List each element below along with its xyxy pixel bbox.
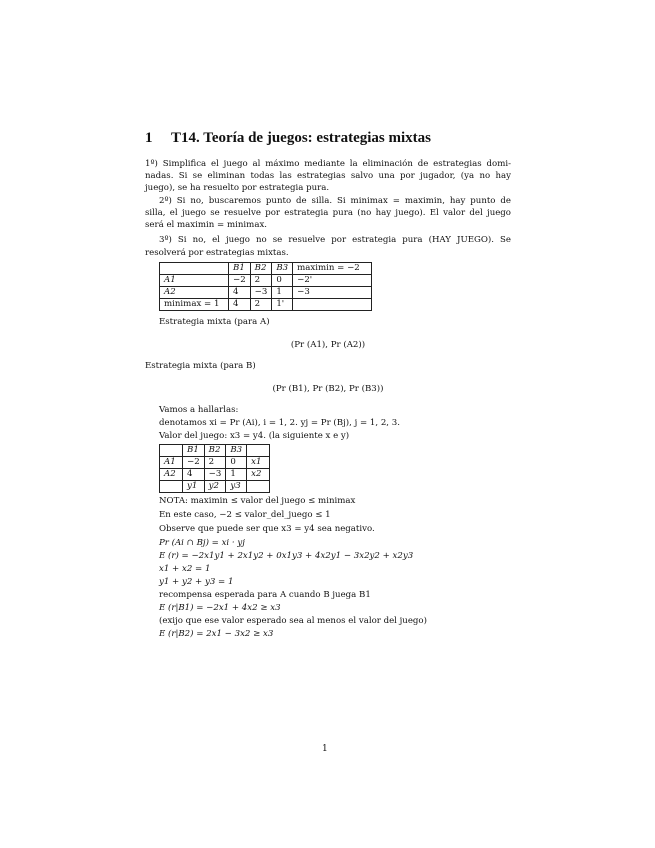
text-line: x1 + x2 = 1 xyxy=(159,564,211,574)
table-cell: A2 xyxy=(160,469,183,481)
paragraph2-line: será el maximin = minimax. xyxy=(145,220,268,230)
table-cell: 0 xyxy=(272,275,293,287)
table-cell xyxy=(247,445,270,457)
table-cell: B1 xyxy=(183,445,205,457)
table-row xyxy=(160,457,270,469)
table-cell xyxy=(160,263,229,275)
table-cell: 2 xyxy=(250,275,272,287)
text-line: En este caso, −2 ≤ valor_del_juego ≤ 1 xyxy=(159,510,331,520)
mixed-strategy-b-formula: (Pr (B1), Pr (B2), Pr (B3)) xyxy=(272,384,384,394)
table-cell: x1 xyxy=(247,457,270,469)
section-heading xyxy=(145,130,431,147)
table-cell: −2 xyxy=(183,457,205,469)
table-row xyxy=(160,263,372,275)
table-cell: y3 xyxy=(226,481,247,493)
table-cell: y2 xyxy=(204,481,226,493)
table-cell: B1 xyxy=(229,263,251,275)
table-cell: B3 xyxy=(226,445,247,457)
table-cell: y1 xyxy=(183,481,205,493)
table-cell: 1 xyxy=(226,469,247,481)
table-cell: −2 xyxy=(229,275,251,287)
section-title: T14. Teoría de juegos: estrategias mixtas xyxy=(171,130,431,146)
table-row xyxy=(160,299,372,311)
table-cell: A1 xyxy=(160,275,229,287)
table-cell: A1 xyxy=(160,457,183,469)
table-row xyxy=(160,287,372,299)
table-cell xyxy=(160,445,183,457)
table-row xyxy=(160,445,270,457)
mixed-strategy-b-label: Estrategia mixta (para B) xyxy=(145,361,256,371)
table-cell: x2 xyxy=(247,469,270,481)
table-cell: maximin = −2 xyxy=(293,263,372,275)
paragraph3-line: 3º) Si no, el juego no se resuelve por estrategia pura (HAY JUEGO). Se xyxy=(159,235,511,245)
table-cell: A2 xyxy=(160,287,229,299)
table-cell: minimax = 1 xyxy=(160,299,229,311)
table-cell: −3 xyxy=(250,287,272,299)
section-number: 1 xyxy=(145,130,153,146)
text-line: denotamos xi = Pr (Ai), i = 1, 2. yj = Pr (Bj), j = 1, 2, 3. xyxy=(159,418,400,428)
table-row xyxy=(160,481,270,493)
table-cell: 0 xyxy=(226,457,247,469)
paragraph1-line: juego), se ha resuelto por estrategia pura. xyxy=(145,183,330,193)
table-cell: B3 xyxy=(272,263,293,275)
text-line: Observe que puede ser que x3 = y4 sea negativo. xyxy=(159,524,375,534)
text-line: NOTA: maximin ≤ valor del juego ≤ minimax xyxy=(159,496,356,506)
table-cell xyxy=(293,299,372,311)
text-line: E (r) = −2x1y1 + 2x1y2 + 0x1y3 + 4x2y1 − 3x2y2 + x2y3 xyxy=(159,551,414,561)
table-cell: −2' xyxy=(293,275,372,287)
table-cell xyxy=(247,481,270,493)
table-cell: 4 xyxy=(229,299,251,311)
paragraph1-line: nadas. Si se eliminan todas las estrategias salvo una por jugador, (ya no hay xyxy=(145,171,511,181)
table-cell: B2 xyxy=(204,445,226,457)
table-cell: −3 xyxy=(293,287,372,299)
text-line: Pr (Ai ∩ Bj) = xi · yj xyxy=(159,538,245,548)
table-row xyxy=(160,275,372,287)
text-line: E (r|B1) = −2x1 + 4x2 ≥ x3 xyxy=(159,603,281,613)
mixed-strategy-a-label: Estrategia mixta (para A) xyxy=(159,317,270,327)
text-line: recompensa esperada para A cuando B juega B1 xyxy=(159,590,371,600)
table-cell: 2 xyxy=(250,299,272,311)
table-cell: −3 xyxy=(204,469,226,481)
paragraph3-line: resolverá por estrategias mixtas. xyxy=(145,248,289,258)
table-cell: 1 xyxy=(272,287,293,299)
table-cell: 4 xyxy=(229,287,251,299)
table-cell: 4 xyxy=(183,469,205,481)
page-number: 1 xyxy=(322,744,328,754)
paragraph2-line: 2º) Si no, buscaremos punto de silla. Si minimax = maximin, hay punto de xyxy=(159,196,511,206)
payoff-table-1 xyxy=(159,262,372,311)
table-cell: B2 xyxy=(250,263,272,275)
paragraph1-line: 1º) Simplifica el juego al máximo mediante la eliminación de estrategias domi- xyxy=(145,159,511,169)
text-line: Valor del juego: x3 = y4. (la siguiente x e y) xyxy=(159,431,350,441)
table-cell: 1' xyxy=(272,299,293,311)
table-cell: 2 xyxy=(204,457,226,469)
text-line: Vamos a hallarlas: xyxy=(159,405,239,415)
table-row xyxy=(160,469,270,481)
mixed-strategy-a-formula: (Pr (A1), Pr (A2)) xyxy=(290,340,366,350)
table-cell xyxy=(160,481,183,493)
paragraph2-line: silla, el juego se resuelve por estrategia pura (no hay juego). El valor del juego xyxy=(145,208,511,218)
text-line: (exijo que ese valor esperado sea al menos el valor del juego) xyxy=(159,616,427,626)
text-line: E (r|B2) = 2x1 − 3x2 ≥ x3 xyxy=(159,629,274,639)
payoff-table-2 xyxy=(159,444,270,493)
text-line: y1 + y2 + y3 = 1 xyxy=(159,577,234,587)
